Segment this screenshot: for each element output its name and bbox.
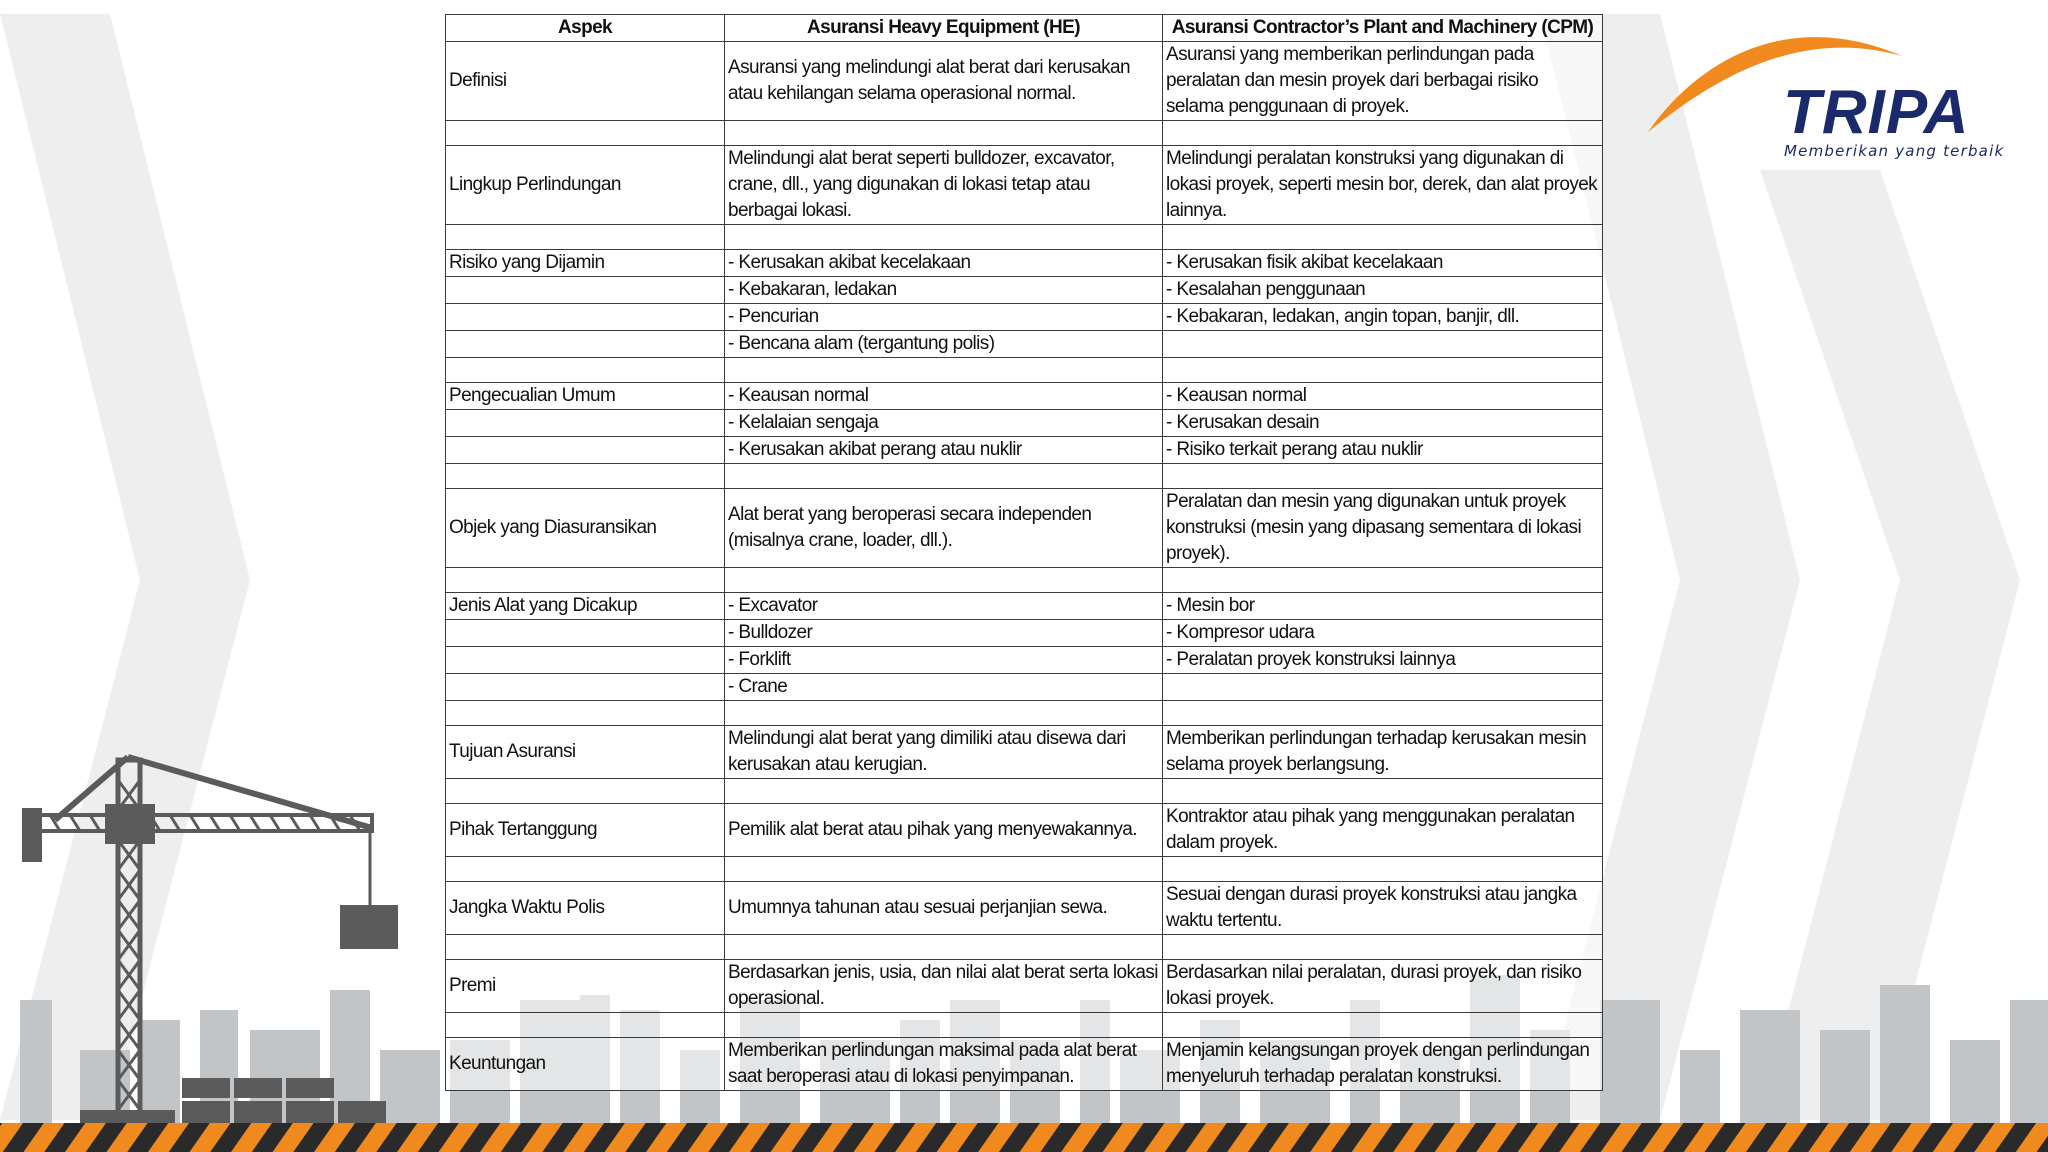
empty-cell bbox=[446, 779, 725, 804]
aspect-cell: Definisi bbox=[446, 42, 725, 121]
empty-cell bbox=[1163, 857, 1603, 882]
table-row bbox=[446, 1038, 1603, 1091]
aspect-cell: Risiko yang Dijamin bbox=[446, 250, 725, 277]
he-cell: - Kerusakan akibat kecelakaan bbox=[725, 250, 1163, 277]
table-row bbox=[446, 960, 1603, 1013]
table-row bbox=[446, 804, 1603, 857]
empty-cell bbox=[446, 935, 725, 960]
empty-cell bbox=[725, 464, 1163, 489]
he-cell: - Bencana alam (tergantung polis) bbox=[725, 331, 1163, 358]
aspect-cell: Premi bbox=[446, 960, 725, 1013]
cpm-cell bbox=[1163, 674, 1603, 701]
empty-cell bbox=[725, 701, 1163, 726]
cpm-cell: - Kesalahan penggunaan bbox=[1163, 277, 1603, 304]
aspect-cell: Tujuan Asuransi bbox=[446, 726, 725, 779]
cpm-cell: Memberikan perlindungan terhadap kerusakan mesin selama proyek berlangsung. bbox=[1163, 726, 1603, 779]
cpm-cell bbox=[1163, 331, 1603, 358]
table-row bbox=[446, 277, 1603, 304]
table-row bbox=[446, 410, 1603, 437]
table-row bbox=[446, 674, 1603, 701]
cpm-cell: Asuransi yang memberikan perlindungan pada peralatan dan mesin proyek dari berbagai risiko selama penggunaan di proyek. bbox=[1163, 42, 1603, 121]
empty-cell bbox=[1163, 225, 1603, 250]
aspect-cell: Lingkup Perlindungan bbox=[446, 146, 725, 225]
logo-tagline: Memberikan yang terbaik bbox=[1784, 142, 2005, 160]
table-body bbox=[446, 42, 1603, 1091]
he-cell: - Kelalaian sengaja bbox=[725, 410, 1163, 437]
empty-cell bbox=[1163, 358, 1603, 383]
cpm-cell: - Risiko terkait perang atau nuklir bbox=[1163, 437, 1603, 464]
he-cell: - Forklift bbox=[725, 647, 1163, 674]
he-cell: - Kebakaran, ledakan bbox=[725, 277, 1163, 304]
empty-cell bbox=[1163, 464, 1603, 489]
table-row bbox=[446, 331, 1603, 358]
empty-cell bbox=[1163, 121, 1603, 146]
empty-cell bbox=[446, 701, 725, 726]
empty-cell bbox=[725, 568, 1163, 593]
aspect-cell bbox=[446, 437, 725, 464]
table-row bbox=[446, 42, 1603, 121]
table-row bbox=[446, 647, 1603, 674]
spacer-row bbox=[446, 358, 1603, 383]
cpm-cell: - Peralatan proyek konstruksi lainnya bbox=[1163, 647, 1603, 674]
he-cell: - Kerusakan akibat perang atau nuklir bbox=[725, 437, 1163, 464]
he-cell: Berdasarkan jenis, usia, dan nilai alat berat serta lokasi operasional. bbox=[725, 960, 1163, 1013]
empty-cell bbox=[725, 1013, 1163, 1038]
comparison-table bbox=[445, 14, 1603, 1091]
empty-cell bbox=[1163, 1013, 1603, 1038]
empty-cell bbox=[446, 121, 725, 146]
tripa-logo bbox=[1640, 18, 2020, 168]
aspect-cell: Keuntungan bbox=[446, 1038, 725, 1091]
spacer-row bbox=[446, 935, 1603, 960]
logo-wordmark: TRIPA bbox=[1783, 78, 1970, 147]
cpm-cell: - Mesin bor bbox=[1163, 593, 1603, 620]
table-row bbox=[446, 726, 1603, 779]
comparison-table-container bbox=[445, 14, 1602, 1091]
spacer-row bbox=[446, 121, 1603, 146]
empty-cell bbox=[725, 225, 1163, 250]
header-aspek: Aspek bbox=[446, 15, 725, 42]
table-row bbox=[446, 437, 1603, 464]
spacer-row bbox=[446, 1013, 1603, 1038]
table-row bbox=[446, 383, 1603, 410]
empty-cell bbox=[1163, 779, 1603, 804]
cpm-cell: - Kerusakan desain bbox=[1163, 410, 1603, 437]
he-cell: - Crane bbox=[725, 674, 1163, 701]
empty-cell bbox=[1163, 935, 1603, 960]
he-cell: Memberikan perlindungan maksimal pada alat berat saat beroperasi atau di lokasi penyimpanan. bbox=[725, 1038, 1163, 1091]
cpm-cell: Berdasarkan nilai peralatan, durasi proyek, dan risiko lokasi proyek. bbox=[1163, 960, 1603, 1013]
spacer-row bbox=[446, 857, 1603, 882]
spacer-row bbox=[446, 225, 1603, 250]
hazard-stripe bbox=[0, 1123, 2048, 1152]
table-row bbox=[446, 489, 1603, 568]
empty-cell bbox=[725, 121, 1163, 146]
cpm-cell: - Kebakaran, ledakan, angin topan, banjir, dll. bbox=[1163, 304, 1603, 331]
empty-cell bbox=[446, 464, 725, 489]
aspect-cell bbox=[446, 674, 725, 701]
he-cell: Alat berat yang beroperasi secara independen (misalnya crane, loader, dll.). bbox=[725, 489, 1163, 568]
aspect-cell bbox=[446, 304, 725, 331]
empty-cell bbox=[725, 779, 1163, 804]
table-row bbox=[446, 882, 1603, 935]
empty-cell bbox=[446, 857, 725, 882]
aspect-cell: Pengecualian Umum bbox=[446, 383, 725, 410]
cpm-cell: Kontraktor atau pihak yang menggunakan peralatan dalam proyek. bbox=[1163, 804, 1603, 857]
empty-cell bbox=[446, 225, 725, 250]
empty-cell bbox=[446, 1013, 725, 1038]
he-cell: - Bulldozer bbox=[725, 620, 1163, 647]
cpm-cell: - Kompresor udara bbox=[1163, 620, 1603, 647]
aspect-cell: Jangka Waktu Polis bbox=[446, 882, 725, 935]
empty-cell bbox=[725, 358, 1163, 383]
aspect-cell bbox=[446, 331, 725, 358]
he-cell: - Keausan normal bbox=[725, 383, 1163, 410]
aspect-cell bbox=[446, 620, 725, 647]
aspect-cell: Objek yang Diasuransikan bbox=[446, 489, 725, 568]
empty-cell bbox=[1163, 701, 1603, 726]
aspect-cell: Pihak Tertanggung bbox=[446, 804, 725, 857]
header-he: Asuransi Heavy Equipment (HE) bbox=[725, 15, 1163, 42]
table-row bbox=[446, 304, 1603, 331]
empty-cell bbox=[446, 568, 725, 593]
cpm-cell: Sesuai dengan durasi proyek konstruksi atau jangka waktu tertentu. bbox=[1163, 882, 1603, 935]
he-cell: Melindungi alat berat yang dimiliki atau disewa dari kerusakan atau kerugian. bbox=[725, 726, 1163, 779]
spacer-row bbox=[446, 701, 1603, 726]
he-cell: Pemilik alat berat atau pihak yang menyewakannya. bbox=[725, 804, 1163, 857]
aspect-cell bbox=[446, 277, 725, 304]
cpm-cell: - Keausan normal bbox=[1163, 383, 1603, 410]
aspect-cell: Jenis Alat yang Dicakup bbox=[446, 593, 725, 620]
he-cell: Asuransi yang melindungi alat berat dari kerusakan atau kehilangan selama operasional normal. bbox=[725, 42, 1163, 121]
cpm-cell: Melindungi peralatan konstruksi yang digunakan di lokasi proyek, seperti mesin bor, derek, dan alat proyek lainnya. bbox=[1163, 146, 1603, 225]
cpm-cell: - Kerusakan fisik akibat kecelakaan bbox=[1163, 250, 1603, 277]
table-row bbox=[446, 593, 1603, 620]
header-cpm: Asuransi Contractor’s Plant and Machinery (CPM) bbox=[1163, 15, 1603, 42]
he-cell: - Excavator bbox=[725, 593, 1163, 620]
he-cell: Umumnya tahunan atau sesuai perjanjian sewa. bbox=[725, 882, 1163, 935]
table-row bbox=[446, 250, 1603, 277]
spacer-row bbox=[446, 464, 1603, 489]
aspect-cell bbox=[446, 410, 725, 437]
he-cell: Melindungi alat berat seperti bulldozer, excavator, crane, dll., yang digunakan di lokasi tetap atau berbagai lokasi. bbox=[725, 146, 1163, 225]
aspect-cell bbox=[446, 647, 725, 674]
spacer-row bbox=[446, 779, 1603, 804]
table-row bbox=[446, 620, 1603, 647]
empty-cell bbox=[446, 358, 725, 383]
table-row bbox=[446, 146, 1603, 225]
spacer-row bbox=[446, 568, 1603, 593]
empty-cell bbox=[725, 935, 1163, 960]
cpm-cell: Menjamin kelangsungan proyek dengan perlindungan menyeluruh terhadap peralatan konstruksi. bbox=[1163, 1038, 1603, 1091]
table-header-row bbox=[446, 15, 1603, 42]
cpm-cell: Peralatan dan mesin yang digunakan untuk proyek konstruksi (mesin yang dipasang sementara di lokasi proyek). bbox=[1163, 489, 1603, 568]
empty-cell bbox=[725, 857, 1163, 882]
empty-cell bbox=[1163, 568, 1603, 593]
he-cell: - Pencurian bbox=[725, 304, 1163, 331]
